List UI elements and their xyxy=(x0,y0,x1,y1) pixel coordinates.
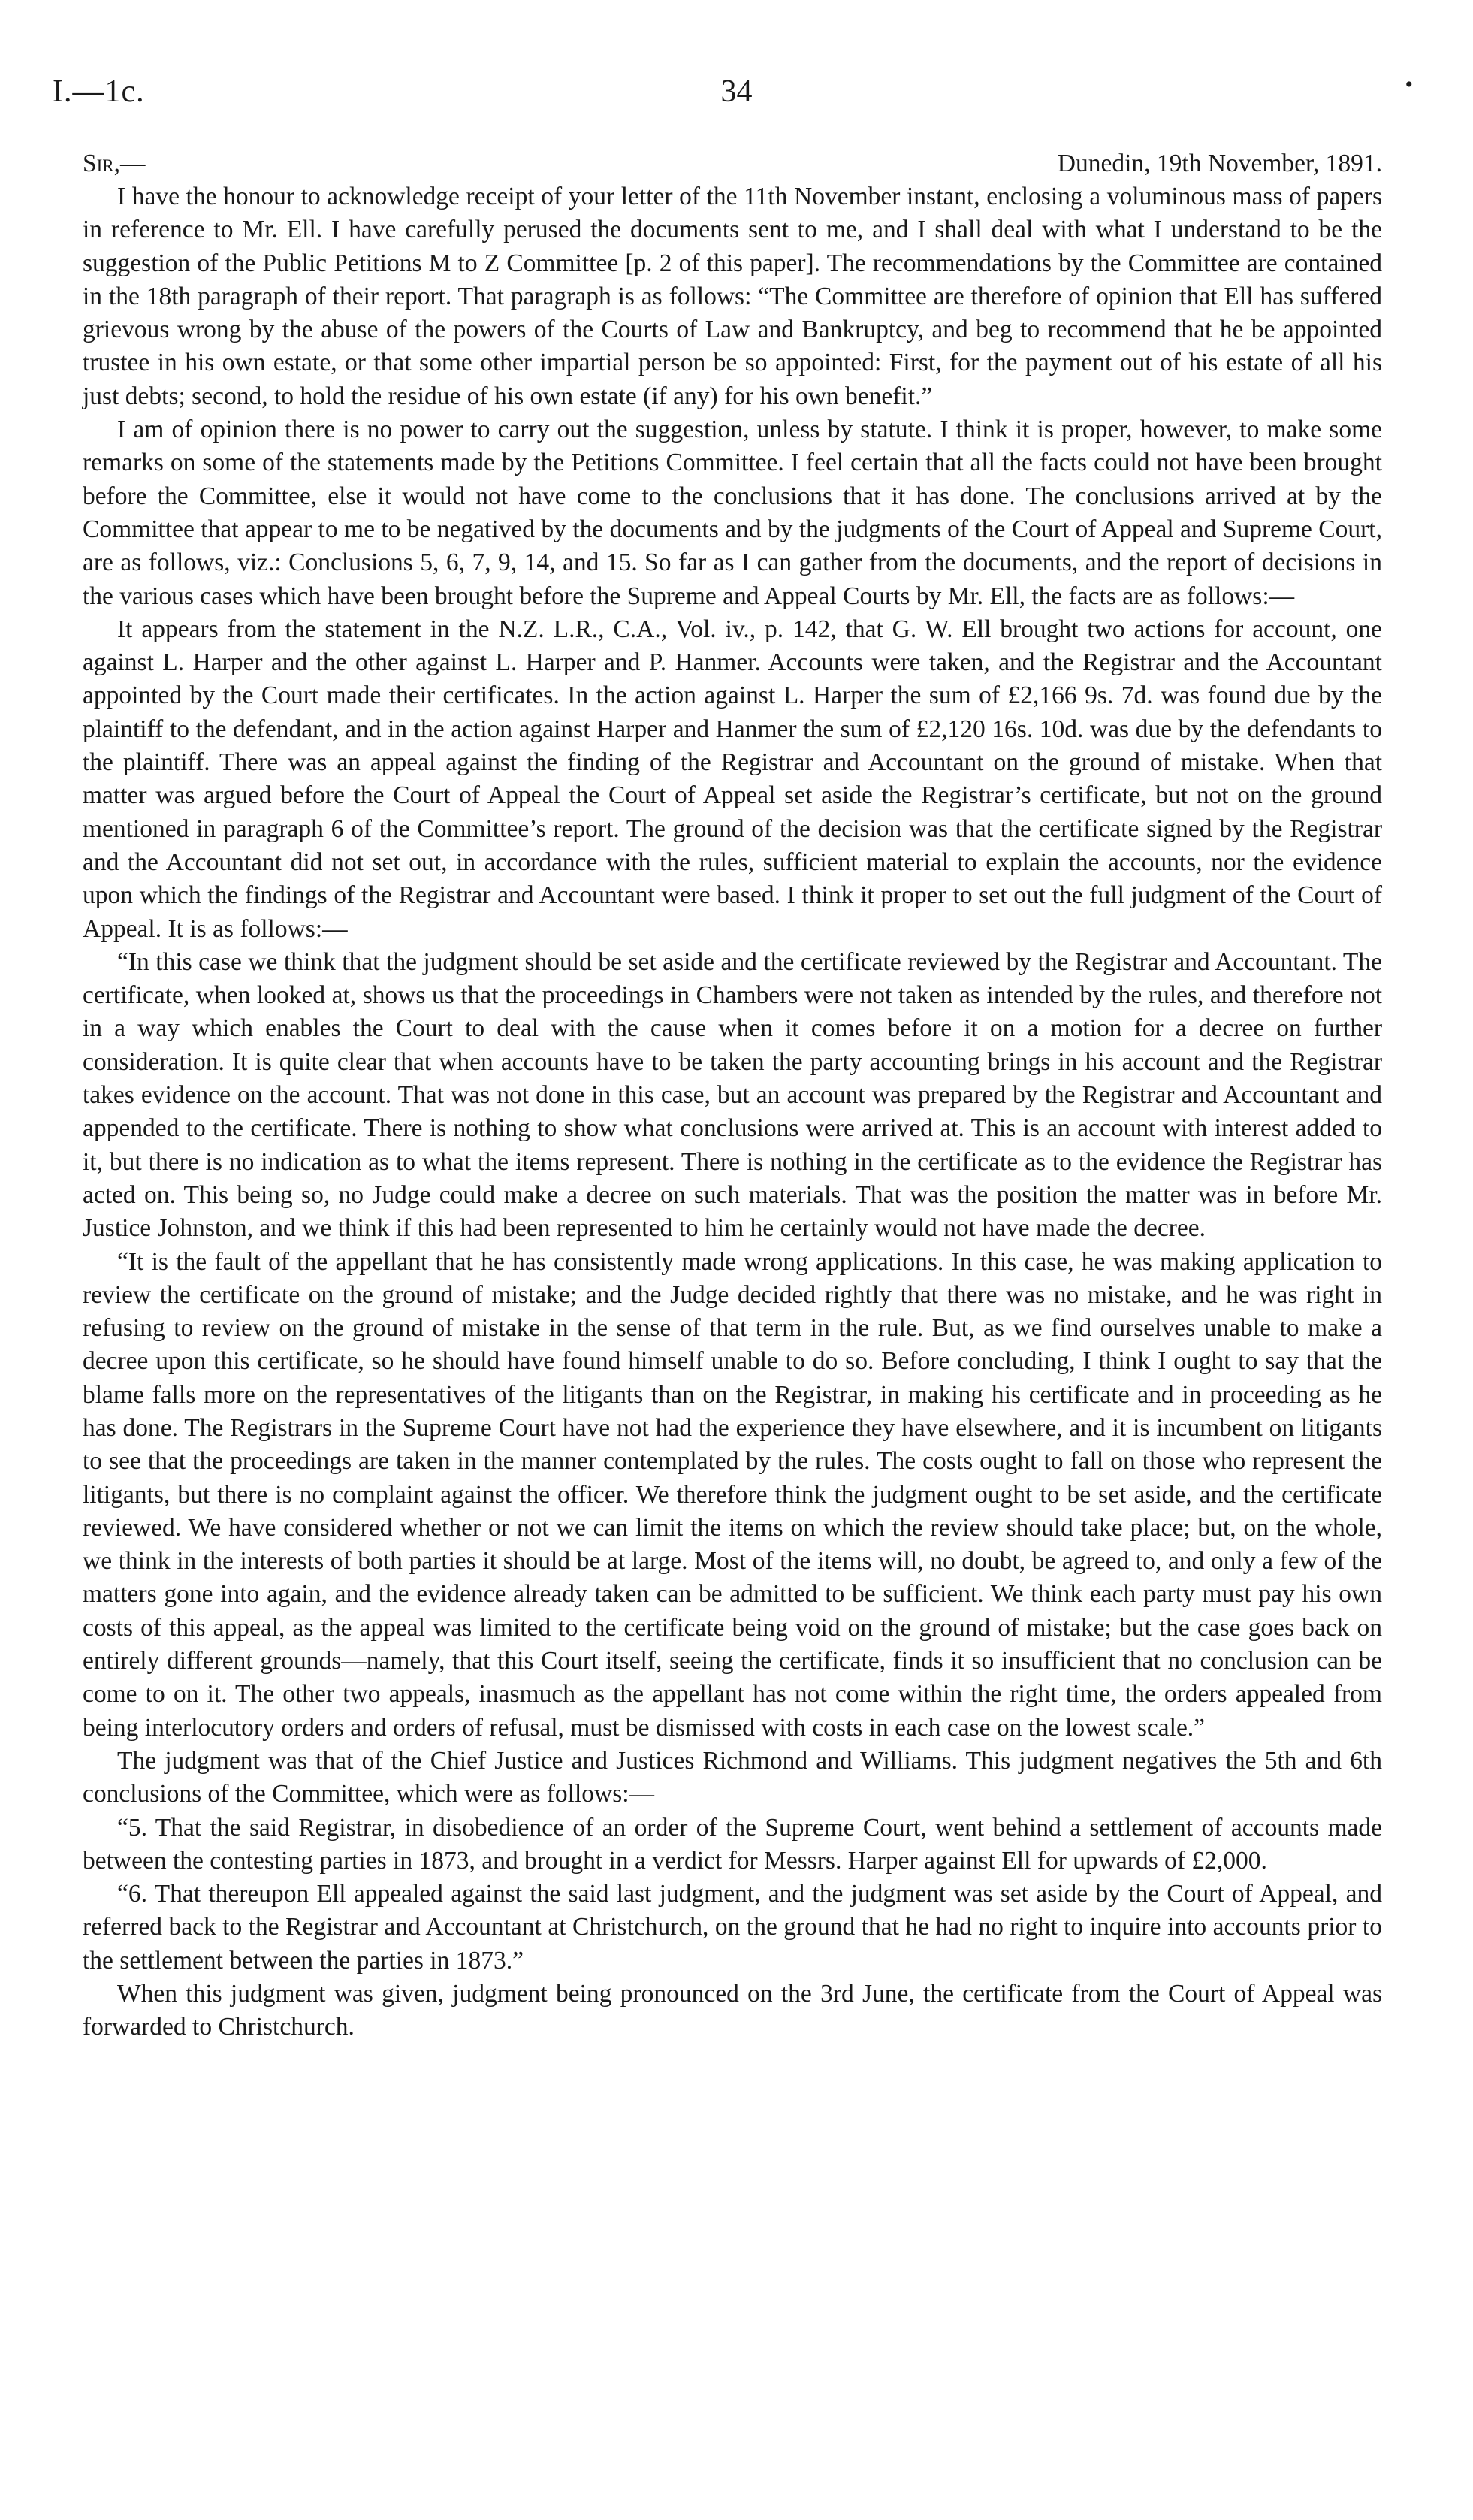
paragraph-conclusion-6: “6. That thereupon Ell appealed against the said last judgment, and the judgment was set aside by the Court of Appeal, and referred back to the Registrar and Accountant at Christchurch, on the ground that he had no right to inquire into accounts prior to the settlement between the parties in 1873.” xyxy=(83,1880,1382,1975)
page-number: 34 xyxy=(720,74,753,109)
parliamentary-paper-reference: I.—1c. xyxy=(53,74,145,109)
paragraph-judgment-quote-1: “In this case we think that the judgment should be set aside and the certificate reviewed by the Registrar and Accountant. The certificate, when looked at, shows us that the proceedings in Chambers were not taken as intended by the rules, and therefore not in a way which enables the Court to deal with the cause when it comes before it on a motion for a decree on further consideration. It is quite clear that when accounts have to be taken the party accounting brings in his account and the Registrar takes evidence on the account. That was not done in this case, but an account was prepared by the Registrar and Accountant and appended to the certificate. There is nothing to show what conclusions were arrived at. This is an account with interest added to it, but there is no indication as to what the items represent. There is nothing in the certificate as to the evidence the Registrar has acted on. This being so, no Judge could make a decree on such materials. That was the position the matter was in before Mr. Justice Johnston, and we think if this had been represented to him he certainly would not have made the decree. xyxy=(83,947,1382,1243)
letter-opening xyxy=(83,147,1382,180)
paragraph-opinion: I am of opinion there is no power to carry out the suggestion, unless by statute. I think it is proper, however, to make some remarks on some of the statements made by the Petitions Committee. I feel certain that all the facts could not have been brought before the Committee, else it would not have come to the conclusions that it has done. The conclusions arrived at by the Committee that appear to me to be negatived by the documents and by the judgments of the Court of Appeal and Supreme Court, are as follows, viz.: Conclusions 5, 6, 7, 9, 14, and 15. So far as I can gather from the documents, and the report of decisions in the various cases which have been brought before the Supreme and Appeal Courts by Mr. Ell, the facts are as follows:— xyxy=(83,415,1382,610)
letter-body xyxy=(83,147,1382,2044)
print-mark: • xyxy=(1405,72,1413,97)
page-header xyxy=(53,74,1420,119)
paragraph-conclusion-5: “5. That the said Registrar, in disobedience of an order of the Supreme Court, went behind a settlement of accounts made between the contesting parties in 1873, and brought in a verdict for Messrs. Harper against Ell for upwards of £2,000. xyxy=(83,1813,1382,1875)
paragraph-certificate-forwarded: When this judgment was given, judgment being pronounced on the 3rd June, the certificate from the Court of Appeal was forwarded to Christchurch. xyxy=(83,1980,1382,2041)
dateline: Dunedin, 19th November, 1891. xyxy=(1057,150,1382,177)
salutation: Sir,— xyxy=(83,150,146,177)
paragraph-judgment-summary: The judgment was that of the Chief Justice and Justices Richmond and Williams. This judgment negatives the 5th and 6th conclusions of the Committee, which were as follows:— xyxy=(83,1746,1382,1808)
paragraph-facts: It appears from the statement in the N.Z. L.R., C.A., Vol. iv., p. 142, that G. W. Ell brought two actions for account, one against L. Harper and the other against L. Harper and P. Hanmer. Accounts were taken, and the Registrar and the Accountant appointed by the Court made their certificates. In the action against L. Harper the sum of £2,166 9s. 7d. was found due by the plaintiff to the defendant, and in the action against Harper and Hanmer the sum of £2,120 16s. 10d. was due by the defendants to the plaintiff. There was an appeal against the finding of the Registrar and Accountant on the ground of mistake. When that matter was argued before the Court of Appeal the Court of Appeal set aside the Registrar’s certificate, but not on the ground mentioned in paragraph 6 of the Committee’s report. The ground of the decision was that the certificate signed by the Registrar and the Accountant did not set out, in accordance with the rules, sufficient material to explain the accounts, nor the evidence upon which the findings of the Registrar and Accountant were based. I think it proper to set out the full judgment of the Court of Appeal. It is as follows:— xyxy=(83,615,1382,943)
paragraph-judgment-quote-2: “It is the fault of the appellant that he has consistently made wrong applications. In this case, he was making application to review the certificate on the ground of mistake; and the Judge decided rightly that there was no mistake, and he was right in refusing to review on the ground of mistake in the sense of that term in the rule. But, as we find ourselves unable to make a decree upon this certificate, so he should have found himself unable to do so. Before concluding, I think I ought to say that the blame falls more on the representatives of the litigants than on the Registrar, in making his certificate and in proceeding as he has done. The Registrars in the Supreme Court have not had the experience they have elsewhere, and it is incumbent on litigants to see that the proceedings are taken in the manner contemplated by the rules. The costs ought to fall on those who represent the litigants, but there is no complaint against the officer. We therefore think the judgment ought to be set aside, and the certificate reviewed. We have considered whether or not we can limit the items on which the review should take place; but, on the whole, we think in the interests of both parties it should be at large. Most of the items will, no doubt, be agreed to, and only a few of the matters gone into again, and the evidence already taken can be admitted to be sufficient. We think each party must pay his own costs of this appeal, as the appeal was limited to the certificate being void on the ground of mistake; but the case goes back on entirely different grounds—namely, that this Court itself, seeing the certificate, finds it so insufficient that no conclusion can be come to on it. The other two appeals, inasmuch as the appellant has not come within the right time, the orders appealed from being interlocutory orders and orders of refusal, must be dismissed with costs in each case on the lowest scale.” xyxy=(83,1247,1382,1742)
paragraph-acknowledgement: I have the honour to acknowledge receipt of your letter of the 11th November instant, enclosing a voluminous mass of papers in reference to Mr. Ell. I have carefully perused the documents sent to me, and I shall deal with what I understand to be the suggestion of the Public Petitions M to Z Committee [p. 2 of this paper]. The recommendations by the Committee are contained in the 18th paragraph of their report. That paragraph is as follows: “The Committee are therefore of opinion that Ell has suffered grievous wrong by the abuse of the powers of the Courts of Law and Bankruptcy, and beg to recommend that he be appointed trustee in his own estate, or that some other impartial person be so appointed: First, for the payment out of his estate of all his just debts; second, to hold the residue of his own estate (if any) for his own benefit.” xyxy=(83,183,1382,410)
